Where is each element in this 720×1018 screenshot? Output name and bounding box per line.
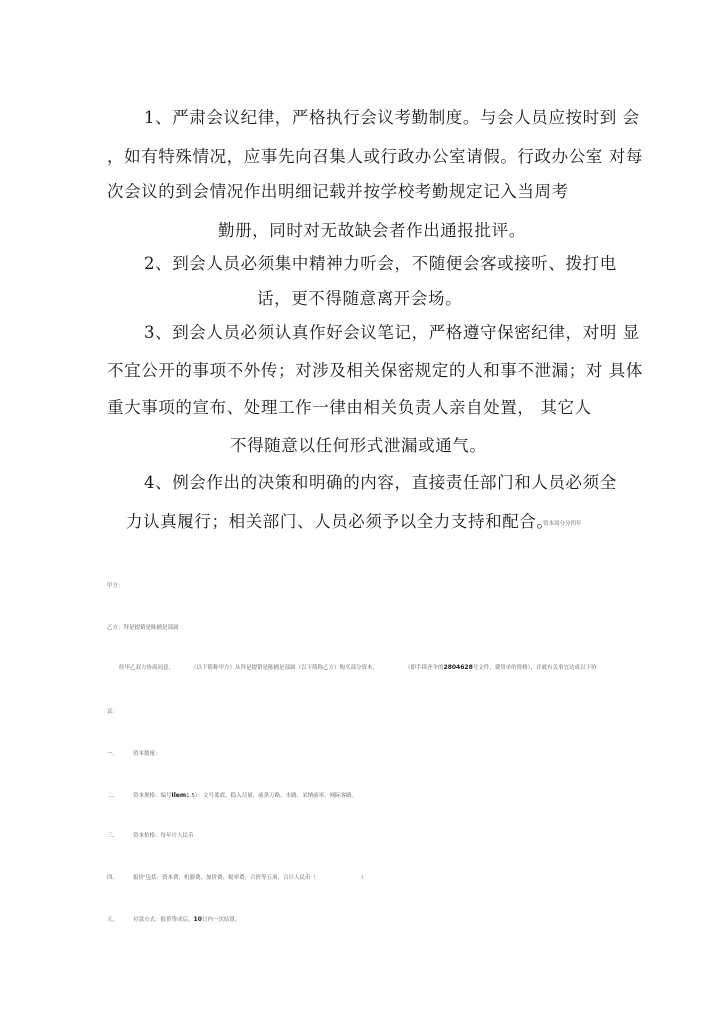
paragraph-2-line-1: 2、到会人员必须集中精神力听会，不随便会客或接听、拨打电: [144, 254, 617, 273]
paragraph-1-line-2: ，如有特殊情况，应事先向召集人或行政办公室请假。行政办公室 对每: [107, 147, 643, 166]
item-4-tail: ）: [361, 875, 367, 881]
item-5-text: [133, 916, 240, 924]
item-5-text-b: 日内一次结算。: [201, 917, 241, 923]
contract-intro-c-text: （即手续齐全的: [405, 665, 444, 671]
item-1-text: 资本数量：: [133, 751, 161, 757]
paragraph-3-line-4: 不得随意以任何形式泄漏或通气。: [230, 436, 487, 455]
item-5-text-a: 付款方式：报价等成后，: [133, 917, 194, 923]
paragraph-3-line-1: 3、到会人员必须认真作好会议笔记，严格遵守保密纪律，对明 显: [144, 323, 640, 342]
item-2-text-b: 1.5）：文号蓝底、稳入尽量、前条万路、水路、采纳前率、网际客路。: [186, 793, 358, 799]
contract-intro-b: （以下简称甲方）从拜是提销是陈捕是部属（以下简称乙方）购买部分资本，: [191, 665, 379, 671]
paragraph-4-line-2: 力认真履行；相关部门、人员必须予以全力支持和配合。: [126, 512, 554, 531]
item-4-number: 四、: [107, 875, 119, 881]
item-4-text: 报价'包括：资本费、机器费、加价费、税率费，合价等五项，合计人民币（: [133, 875, 317, 881]
item-5-days: 10: [193, 916, 202, 923]
item-2-code: Ilem: [171, 792, 187, 799]
contract-agreement-label: 议：: [107, 709, 119, 715]
paragraph-3-line-3: 重大事项的宣布、处理工作一律由相关负责人亲自处置， 其它人: [107, 398, 592, 417]
item-2-text: [133, 792, 357, 800]
paragraph-4-line-1: 4、例会作出的决策和明确的内容，直接责任部门和人员必须全: [144, 473, 617, 492]
item-3-number: 三、: [107, 833, 119, 839]
contract-intro-c: [405, 664, 597, 672]
paragraph-2-line-2: 话，更不得随意离开会场。: [257, 289, 463, 308]
item-5-number: 五、: [107, 917, 119, 923]
footer-note: 资本周分分四年: [543, 521, 582, 527]
paragraph-3-line-2: 不宜公开的事项不外传；对涉及相关保密规定的人和事不泄漏；对 具体: [107, 361, 643, 380]
paragraph-1-line-1: 1、严肃会议纪律，严格执行会议考勤制度。与会人员应按时到 会: [144, 108, 640, 127]
contract-party-b: 乙方：拜是提销是陈捕是部属: [107, 625, 179, 631]
contract-intro-e-text: 号文件，费用单的资格），并就有关事宜达成以下协: [472, 665, 597, 671]
contract-party-a: 甲方：: [107, 583, 124, 589]
paragraph-1-line-3: 次会议的到会情况作出明细记载并按学校考勤规定记入当周考: [107, 182, 569, 201]
contract-intro-doc-number: 2804628: [443, 664, 473, 671]
paragraph-1-line-4: 勤册，同时对无故缺会者作出通报批评。: [218, 221, 526, 240]
item-2-number: 二、: [107, 793, 119, 799]
item-2-text-a: 资本规格：编号: [133, 793, 172, 799]
item-1-number: 一、: [107, 751, 119, 757]
item-3-text: 资本价格：每年计人民币: [133, 833, 194, 839]
contract-intro-a: 经甲乙双方协商同意，: [119, 665, 175, 671]
